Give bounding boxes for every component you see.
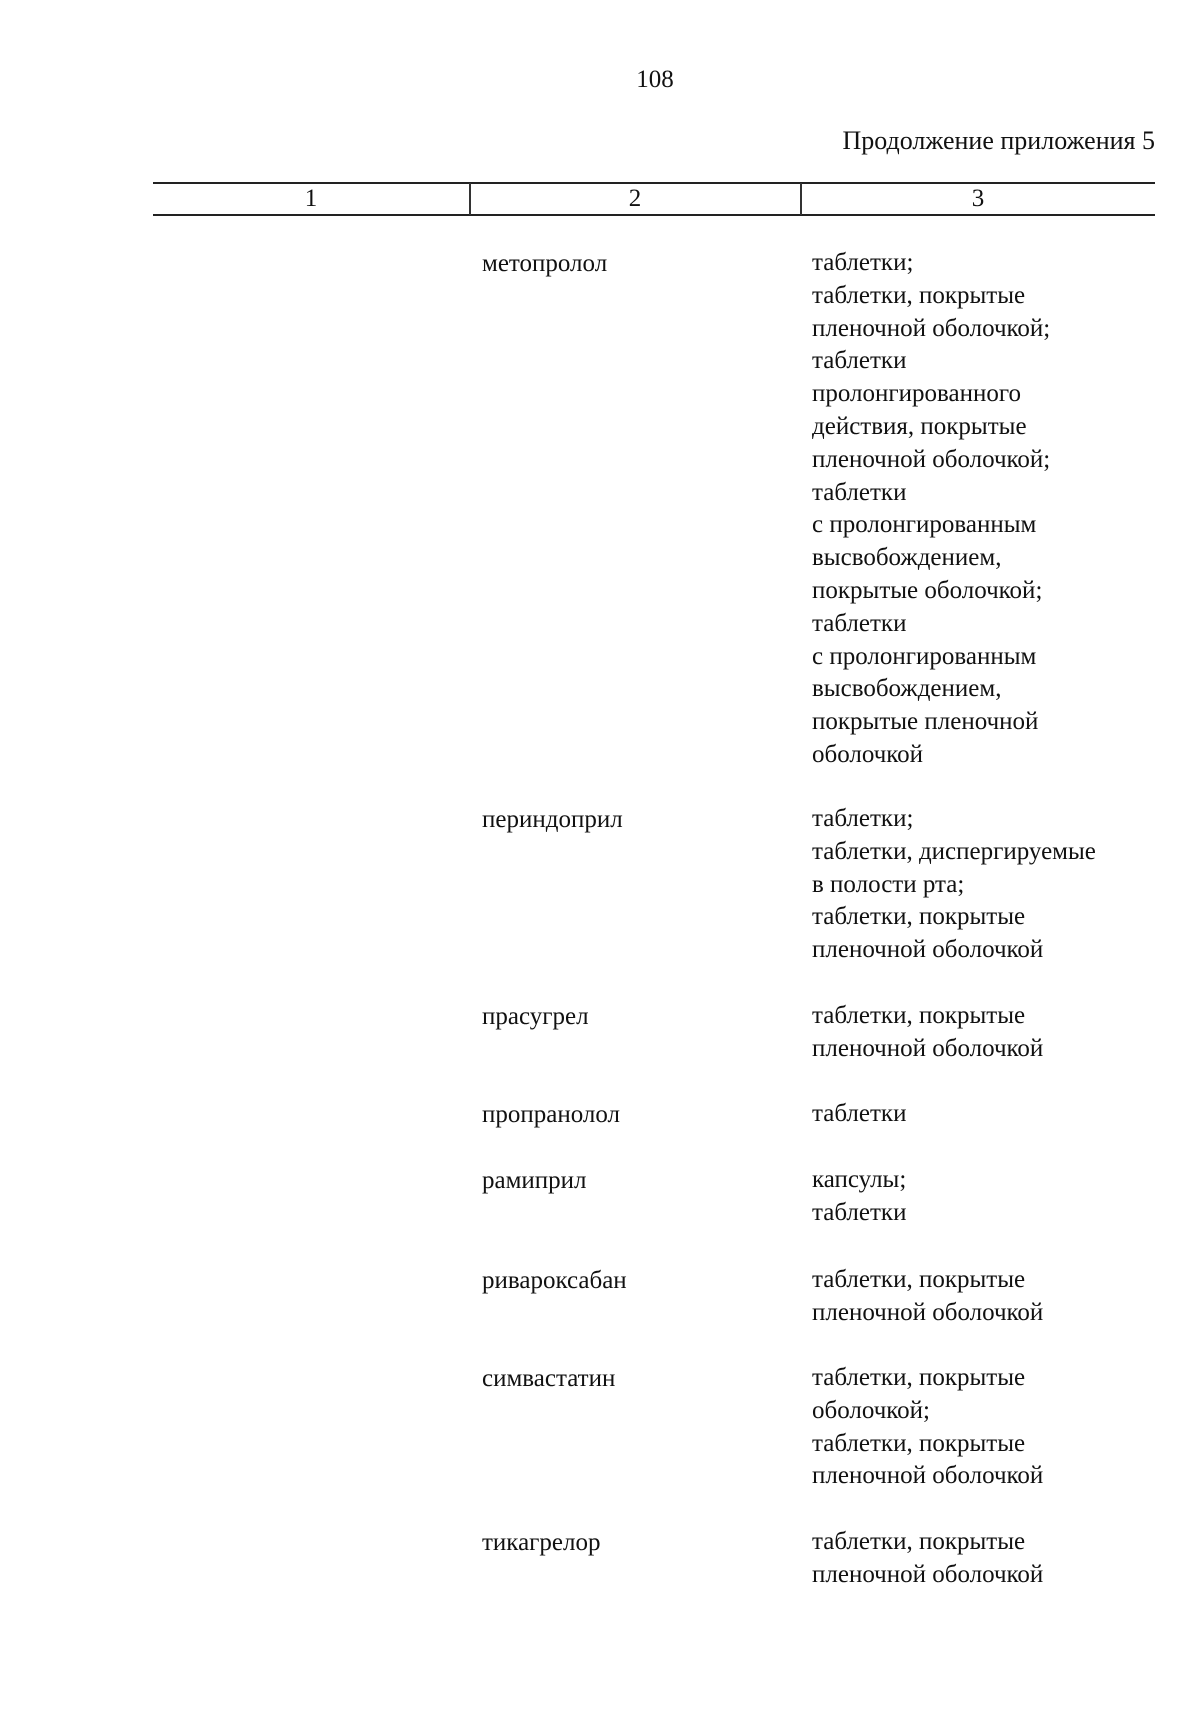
continuation-title: Продолжение приложения 5	[842, 126, 1155, 155]
dosage-form-line: покрытые оболочкой;	[812, 576, 1043, 604]
drug-name: тикагрелор	[482, 1529, 601, 1556]
dosage-form-line: пленочной оболочкой;	[812, 445, 1051, 473]
drug-name: рамиприл	[482, 1167, 587, 1194]
header-col-1: 1	[304, 185, 318, 212]
dosage-form-line: таблетки	[812, 347, 907, 375]
dosage-form-line: таблетки, покрытые	[812, 1266, 1026, 1293]
dosage-forms	[812, 1164, 906, 1230]
dosage-form-line: действия, покрытые	[812, 412, 1027, 440]
dosage-form-line: пленочной оболочкой	[812, 1560, 1044, 1588]
dosage-form-line: таблетки, покрытые	[812, 1002, 1026, 1029]
dosage-form-line: высвобождением,	[812, 544, 1002, 572]
dosage-form-line: с пролонгированным	[812, 511, 1037, 539]
dosage-form-line: таблетки;	[812, 249, 914, 276]
drug-name: прасугрел	[482, 1003, 589, 1030]
dosage-form-line: таблетки	[812, 478, 907, 506]
drug-name: ривароксабан	[482, 1267, 627, 1294]
dosage-form-line: пленочной оболочкой	[812, 1034, 1044, 1062]
dosage-form-line: таблетки, покрытые	[812, 1429, 1026, 1457]
dosage-form-line: таблетки	[812, 609, 907, 637]
drug-name: симвастатин	[482, 1365, 616, 1392]
dosage-form-line: пленочной оболочкой	[812, 1298, 1044, 1326]
dosage-form-line: таблетки, покрытые	[812, 1364, 1026, 1391]
dosage-form-line: оболочкой	[812, 740, 924, 768]
dosage-form-line: таблетки	[812, 1100, 907, 1127]
drug-name: метопролол	[482, 250, 608, 277]
dosage-forms	[812, 1362, 1043, 1493]
dosage-form-line: в полости рта;	[812, 870, 965, 898]
dosage-form-line: пролонгированного	[812, 380, 1021, 408]
dosage-forms	[812, 1098, 906, 1131]
dosage-form-line: пленочной оболочкой;	[812, 314, 1051, 342]
header-col-2: 2	[628, 185, 642, 212]
dosage-form-line: оболочкой;	[812, 1396, 930, 1424]
dosage-forms	[812, 803, 1096, 967]
dosage-form-line: пленочной оболочкой	[812, 936, 1044, 964]
dosage-form-line: высвобождением,	[812, 675, 1002, 703]
dosage-forms	[812, 1264, 1043, 1330]
dosage-form-line: таблетки, покрытые	[812, 281, 1026, 309]
dosage-form-line: таблетки;	[812, 805, 914, 832]
dosage-form-line: таблетки	[812, 1198, 907, 1226]
drug-name: пропранолол	[482, 1101, 621, 1128]
dosage-forms	[812, 1526, 1043, 1592]
dosage-form-line: капсулы;	[812, 1166, 907, 1193]
dosage-form-line: таблетки, диспергируемые	[812, 837, 1096, 865]
dosage-form-line: пленочной оболочкой	[812, 1462, 1044, 1490]
drug-name: периндоприл	[482, 806, 623, 833]
dosage-forms	[812, 1000, 1043, 1066]
dosage-form-line: таблетки, покрытые	[812, 903, 1026, 931]
dosage-form-line: покрытые пленочной	[812, 708, 1039, 736]
header-col-3: 3	[971, 185, 985, 212]
page-number: 108	[636, 66, 674, 93]
dosage-forms	[812, 247, 1050, 772]
table-header-bottom-border	[153, 214, 1155, 216]
dosage-form-line: с пролонгированным	[812, 642, 1037, 670]
dosage-form-line: таблетки, покрытые	[812, 1528, 1026, 1555]
